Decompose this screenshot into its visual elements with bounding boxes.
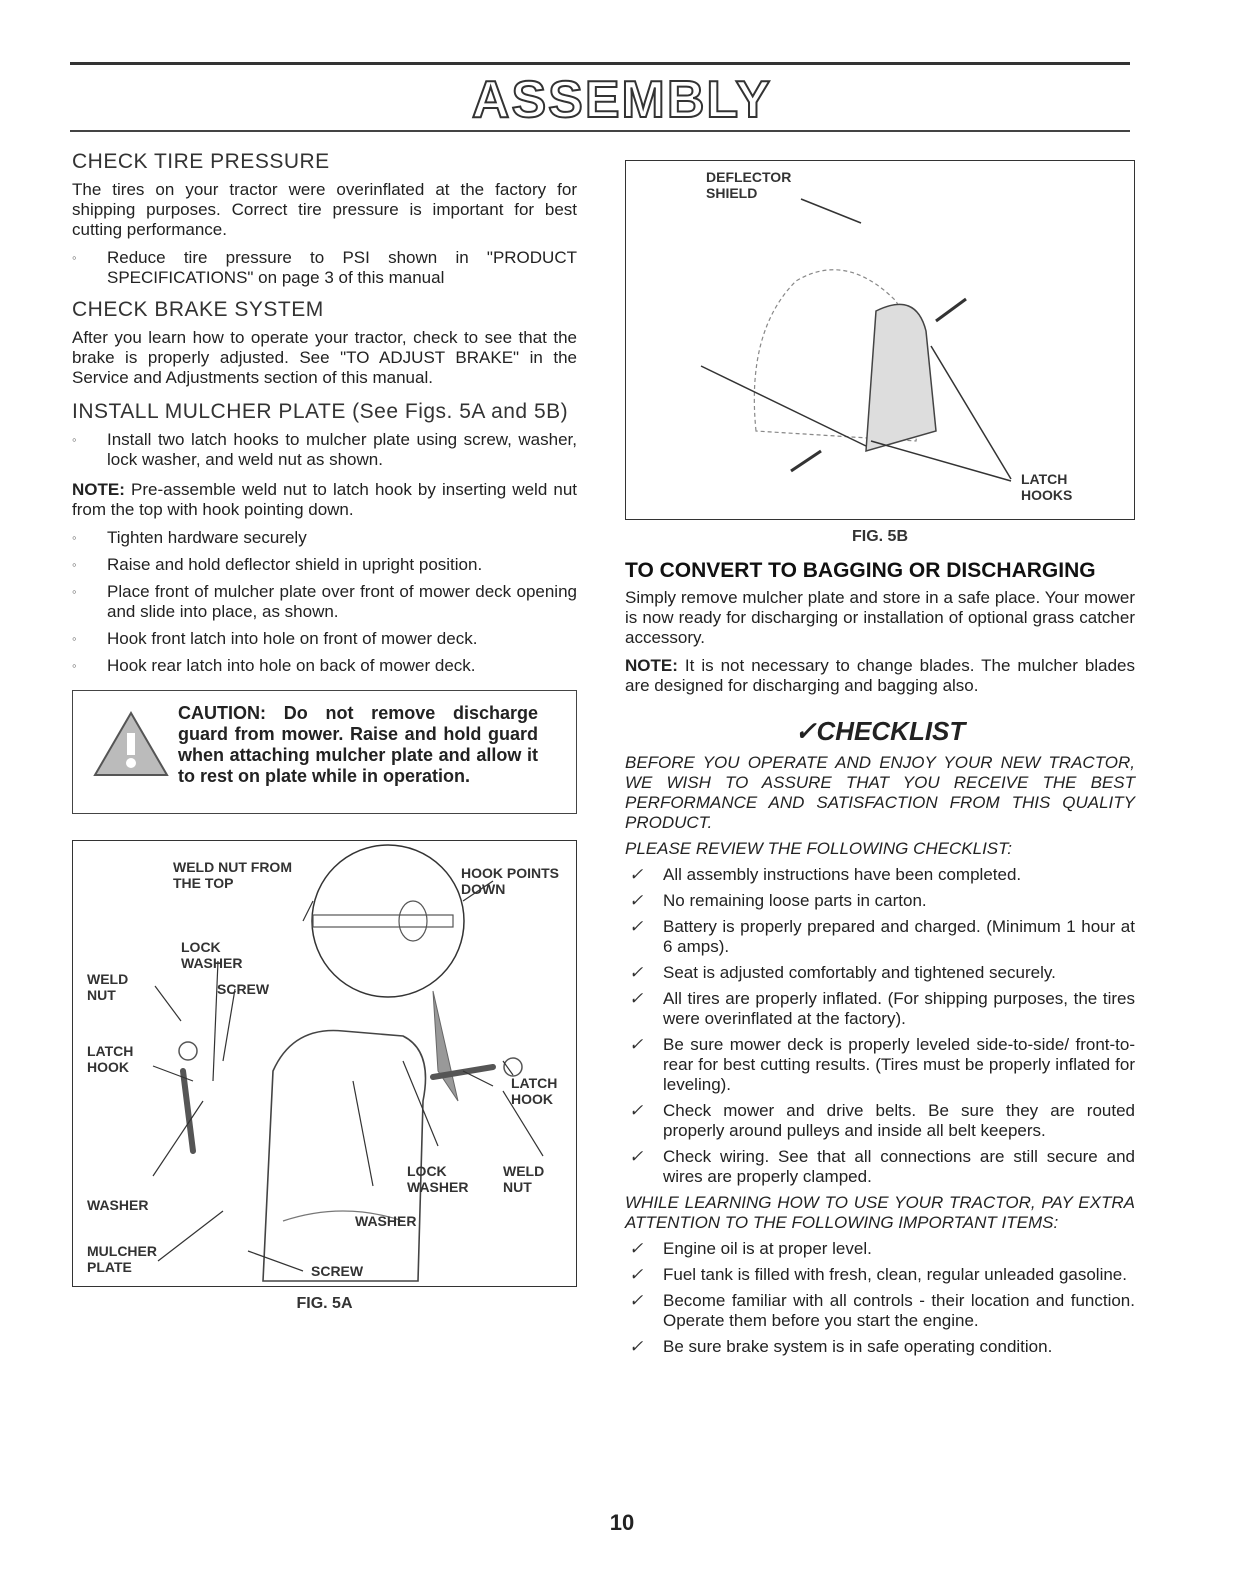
warning-icon xyxy=(91,709,171,779)
mulcher-bullet-first xyxy=(72,430,577,470)
list-item: ✓ Be sure brake system is in safe operating condition. xyxy=(625,1337,1135,1357)
label-weld-nut-2: WELD NUT xyxy=(503,1163,545,1195)
list-item: ✓ All assembly instructions have been completed. xyxy=(625,865,1135,885)
list-item: ◦ Reduce tire pressure to PSI shown in "PRODUCT SPECIFICATIONS" on page 3 of this manual xyxy=(72,248,577,288)
list-item: ✓ Engine oil is at proper level. xyxy=(625,1239,1135,1259)
label-screw-1: SCREW xyxy=(217,981,270,997)
tire-para: The tires on your tractor were overinflated at the factory for shipping purposes. Correct tire pressure is important for best cutting performance. xyxy=(72,180,577,239)
checklist-learning: WHILE LEARNING HOW TO USE YOUR TRACTOR, PAY EXTRA ATTENTION TO THE FOLLOWING IMPORTANT ITEMS: xyxy=(625,1193,1135,1232)
list-item: ✓ All tires are properly inflated. (For shipping purposes, the tires were overinflated at the factory). xyxy=(625,989,1135,1029)
label-weld-nut-1: WELD NUT xyxy=(87,971,129,1003)
left-column xyxy=(72,150,577,1313)
label-lock-washer-1: LOCK WASHER xyxy=(181,939,243,971)
label-lock-washer-2: LOCK WASHER xyxy=(407,1163,469,1195)
note-text: It is not necessary to change blades. The mulcher blades are designed for discharging and bagging also. xyxy=(625,656,1135,695)
page-title: ASSEMBLY xyxy=(471,71,773,129)
list-item: ◦ Place front of mulcher plate over front of mower deck opening and slide into place, as shown. xyxy=(72,582,577,622)
label-weld-nut-top: WELD NUT FROM THE TOP xyxy=(173,859,292,891)
fig-5a-caption: FIG. 5A xyxy=(296,1295,353,1312)
label-latch-hook-2: LATCH HOOK xyxy=(511,1075,558,1107)
mulcher-bullets xyxy=(72,528,577,676)
top-rule xyxy=(70,62,1130,65)
label-latch-hooks: LATCH HOOKS xyxy=(1021,471,1073,503)
page-number: 10 xyxy=(609,1510,635,1535)
deflector-illustration xyxy=(626,161,1134,519)
list-item: ✓ Become familiar with all controls - their location and function. Operate them before you start the engine. xyxy=(625,1291,1135,1331)
label-hook-points: HOOK POINTS DOWN xyxy=(461,865,560,897)
list-item: ✓ Battery is properly prepared and charged. (Minimum 1 hour at 6 amps). xyxy=(625,917,1135,957)
figure-5a xyxy=(72,840,577,1287)
list-item: ◦ Tighten hardware securely xyxy=(72,528,577,548)
fig-5b-caption: FIG. 5B xyxy=(851,528,908,545)
mulcher-heading: INSTALL MULCHER PLATE (See Figs. 5A and 5B) xyxy=(72,400,569,423)
mulcher-note xyxy=(72,480,577,520)
figure-5b xyxy=(625,160,1135,520)
note-label: NOTE: xyxy=(625,656,678,675)
label-mulcher-plate: MULCHER PLATE xyxy=(87,1243,157,1275)
label-latch-hook-1: LATCH HOOK xyxy=(87,1043,134,1075)
label-washer-1: WASHER xyxy=(87,1197,149,1213)
title-rule xyxy=(70,130,1130,132)
convert-para: Simply remove mulcher plate and store in a safe place. Your mower is now ready for discharging or installation of optional grass catcher accessory. xyxy=(625,588,1135,647)
list-item: ◦ Raise and hold deflector shield in upright position. xyxy=(72,555,577,575)
note-text: Pre-assemble weld nut to latch hook by inserting weld nut from the top with hook pointing down. xyxy=(72,480,577,519)
checklist-intro: BEFORE YOU OPERATE AND ENJOY YOUR NEW TRACTOR, WE WISH TO ASSURE THAT YOU RECEIVE THE BEST PERFORMANCE AND SATISFACTION FROM THIS QUALITY PRODUCT. xyxy=(625,753,1135,832)
mulcher-plate-illustration xyxy=(73,841,576,1286)
caution-text: CAUTION: Do not remove discharge guard from mower. Raise and hold guard when attaching mulcher plate and allow it to rest on plate while in operation. xyxy=(178,703,538,786)
list-item: ✓ Check mower and drive belts. Be sure they are routed properly around pulleys and inside all belt keepers. xyxy=(625,1101,1135,1141)
brake-para: After you learn how to operate your tractor, check to see that the brake is properly adjusted. See "TO ADJUST BRAKE" in the Service and Adjustments section of this manual. xyxy=(72,328,577,387)
checklist-review: PLEASE REVIEW THE FOLLOWING CHECKLIST: xyxy=(625,839,1012,858)
tire-bullets xyxy=(72,248,577,288)
list-item: ✓ Be sure mower deck is properly leveled side-to-side/ front-to-rear for best cutting results. (Tires must be properly inflated for leveling). xyxy=(625,1035,1135,1095)
checklist-title: ✓CHECKLIST xyxy=(794,716,966,746)
list-item: ✓ Fuel tank is filled with fresh, clean, regular unleaded gasoline. xyxy=(625,1265,1135,1285)
note-label: NOTE: xyxy=(72,480,125,499)
brake-heading: CHECK BRAKE SYSTEM xyxy=(72,298,324,321)
list-item: ◦ Hook front latch into hole on front of mower deck. xyxy=(72,629,577,649)
convert-note xyxy=(625,656,1135,696)
list-item: ◦ Install two latch hooks to mulcher plate using screw, washer, lock washer, and weld nut as shown. xyxy=(72,430,577,470)
checklist-items-2 xyxy=(625,1239,1135,1357)
tire-heading: CHECK TIRE PRESSURE xyxy=(72,150,330,173)
label-washer-2: WASHER xyxy=(355,1213,417,1229)
caution-box xyxy=(72,690,577,814)
checklist-items xyxy=(625,865,1135,1187)
list-item: ◦ Hook rear latch into hole on back of mower deck. xyxy=(72,656,577,676)
list-item: ✓ Seat is adjusted comfortably and tightened securely. xyxy=(625,963,1135,983)
label-deflector-shield: DEFLECTOR SHIELD xyxy=(706,169,792,201)
convert-heading: TO CONVERT TO BAGGING OR DISCHARGING xyxy=(625,559,1096,582)
list-item: ✓ No remaining loose parts in carton. xyxy=(625,891,1135,911)
right-column xyxy=(625,160,1135,1363)
list-item: ✓ Check wiring. See that all connections are still secure and wires are properly clamped. xyxy=(625,1147,1135,1187)
label-screw-2: SCREW xyxy=(311,1263,364,1279)
